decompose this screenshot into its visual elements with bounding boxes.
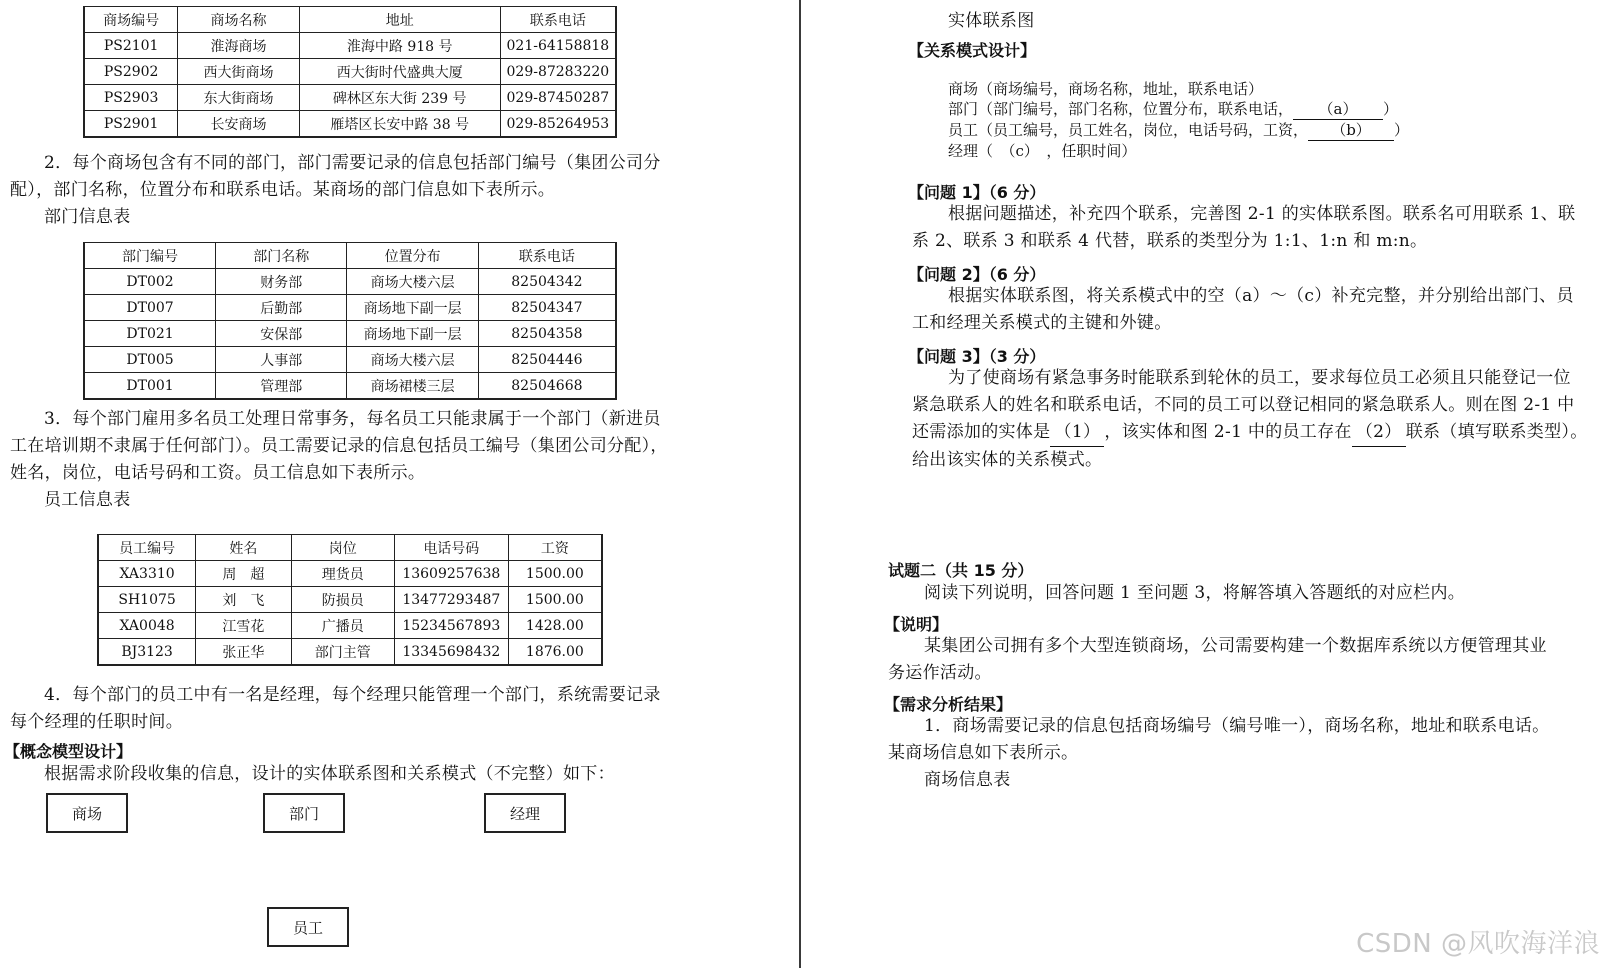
table-row — [98, 587, 602, 613]
table-cell: 东大街商场 — [178, 85, 299, 111]
table-cell: 部门主管 — [291, 639, 394, 666]
column-header: 地址 — [299, 7, 500, 33]
emp-table-title: 员工信息表 — [44, 490, 131, 510]
table-cell: 广播员 — [291, 613, 394, 639]
er-caption: 实体联系图 — [948, 11, 1035, 31]
q3-heading: 【问题 3】（3 分） — [908, 347, 1046, 366]
table-header-row — [84, 7, 616, 33]
table-cell: 82504347 — [478, 295, 616, 321]
blank-1: （1） — [1050, 419, 1104, 447]
table-row — [98, 639, 602, 666]
schema-dept-close: ） — [1383, 100, 1399, 118]
table-cell: 张正华 — [196, 639, 291, 666]
table-cell: XA0048 — [98, 613, 196, 639]
table-cell: 人事部 — [216, 347, 347, 373]
text-line: 每个经理的任职时间。 — [10, 712, 183, 732]
page-divider — [799, 0, 801, 968]
table-cell: 商场大楼六层 — [347, 347, 478, 373]
schema-employee-close: ） — [1394, 121, 1410, 139]
text-line — [912, 419, 1588, 447]
column-header: 姓名 — [196, 535, 291, 561]
table-cell: 13477293487 — [394, 587, 508, 613]
column-header: 联系电话 — [478, 243, 616, 269]
table-cell: 商场大楼六层 — [347, 269, 478, 295]
text-line: 3．每个部门雇用多名员工处理日常事务，每名员工只能隶属于一个部门（新进员 — [44, 409, 661, 429]
table-header-row — [84, 243, 616, 269]
text-line: 2．每个商场包含有不同的部门，部门需要记录的信息包括部门编号（集团公司分 — [44, 153, 661, 173]
table-cell: 周 超 — [196, 561, 291, 587]
table-row — [84, 373, 616, 400]
entity-mall: 商场 — [46, 793, 128, 833]
table-cell: XA3310 — [98, 561, 196, 587]
entity-employee: 员工 — [267, 907, 349, 947]
table-header-row — [98, 535, 602, 561]
table-cell: 防损员 — [291, 587, 394, 613]
table-cell: DT021 — [84, 321, 216, 347]
watermark: CSDN @风吹海洋浪 — [1356, 929, 1600, 959]
dept-table-title: 部门信息表 — [44, 207, 131, 227]
q3-text — [912, 365, 1588, 474]
table-cell: 029-87283220 — [500, 59, 616, 85]
q2-heading: 【问题 2】（6 分） — [908, 265, 1046, 284]
table-cell: PS2902 — [84, 59, 178, 85]
table-cell: 82504342 — [478, 269, 616, 295]
req-text — [888, 713, 1549, 794]
table-cell: BJ3123 — [98, 639, 196, 666]
text-line: 姓名，岗位，电话号码和工资。员工信息如下表所示。 — [10, 463, 426, 483]
table-cell: 13345698432 — [394, 639, 508, 666]
schema-employee-text: 员工（员工编号，员工姓名，岗位，电话号码，工资， — [948, 121, 1309, 139]
table-cell: 029-87450287 — [500, 85, 616, 111]
table-cell: 82504668 — [478, 373, 616, 400]
table-row — [84, 85, 616, 111]
table-cell: 管理部 — [216, 373, 347, 400]
schema-employee — [948, 120, 1409, 141]
concept-heading: 【概念模型设计】 — [4, 742, 133, 761]
blank-a: （a） — [1293, 99, 1383, 120]
schema-manager: 经理（ （c） ，任职时间） — [948, 142, 1137, 160]
q1-text — [912, 201, 1575, 255]
q2-text — [912, 283, 1574, 337]
text-line: 根据实体联系图，将关系模式中的空（a）～（c）补充完整，并分别给出部门、员 — [948, 286, 1574, 306]
table-cell: 长安商场 — [178, 111, 299, 138]
table-cell: 1428.00 — [508, 613, 602, 639]
desc-text — [888, 633, 1547, 687]
table-cell: PS2101 — [84, 33, 178, 59]
table-cell: DT005 — [84, 347, 216, 373]
table-row — [84, 111, 616, 138]
schema-mall: 商场（商场编号，商场名称，地址，联系电话） — [948, 80, 1264, 98]
table-cell: 碑林区东大街 239 号 — [299, 85, 500, 111]
text-line: 4．每个部门的员工中有一名是经理，每个经理只能管理一个部门，系统需要记录 — [44, 685, 661, 705]
table-row — [84, 347, 616, 373]
table-cell: 淮海中路 918 号 — [299, 33, 500, 59]
left-page — [0, 0, 800, 968]
table-cell: 1876.00 — [508, 639, 602, 666]
table-cell: 82504446 — [478, 347, 616, 373]
table-cell: 西大街商场 — [178, 59, 299, 85]
table-cell: 刘 飞 — [196, 587, 291, 613]
column-header: 联系电话 — [500, 7, 616, 33]
table-cell: 商场裙楼三层 — [347, 373, 478, 400]
table-row — [98, 613, 602, 639]
table-cell: 15234567893 — [394, 613, 508, 639]
paragraph-3 — [10, 406, 668, 514]
exam2-intro: 阅读下列说明，回答问题 1 至问题 3，将解答填入答题纸的对应栏内。 — [924, 583, 1466, 603]
table-cell: DT007 — [84, 295, 216, 321]
table-row — [84, 59, 616, 85]
text-line: 根据问题描述，补充四个联系，完善图 2-1 的实体联系图。联系名可用联系 1、联 — [948, 204, 1576, 224]
text-line: 配），部门名称，位置分布和联系电话。某商场的部门信息如下表所示。 — [10, 180, 556, 200]
table-cell: 商场地下副一层 — [347, 295, 478, 321]
mall-info-table — [83, 6, 617, 138]
schema-list — [948, 79, 1409, 161]
desc-heading: 【说明】 — [884, 615, 949, 634]
text-line: 某商场信息如下表所示。 — [888, 743, 1079, 763]
blank-b: （b） — [1308, 120, 1394, 141]
right-page — [802, 0, 1608, 968]
q1-heading: 【问题 1】（6 分） — [908, 183, 1046, 202]
table-row — [84, 295, 616, 321]
table-row — [84, 269, 616, 295]
column-header: 工资 — [508, 535, 602, 561]
text-line: 工和经理关系模式的主键和外键。 — [912, 313, 1172, 333]
blank-2: （2） — [1352, 419, 1406, 447]
table-cell: 理货员 — [291, 561, 394, 587]
table-cell: 1500.00 — [508, 587, 602, 613]
table-cell: SH1075 — [98, 587, 196, 613]
emp-info-table — [97, 534, 603, 666]
column-header: 商场名称 — [178, 7, 299, 33]
text-line: 工在培训期不隶属于任何部门）。员工需要记录的信息包括员工编号（集团公司分配）， — [10, 436, 668, 456]
table-cell: 021-64158818 — [500, 33, 616, 59]
q3-text-b: ，该实体和图 2-1 中的员工存在 — [1104, 422, 1352, 442]
table-cell: PS2903 — [84, 85, 178, 111]
schema-dept-text: 部门（部门编号，部门名称，位置分布，联系电话， — [948, 100, 1294, 118]
table-row — [84, 33, 616, 59]
table-cell: 西大街时代盛典大厦 — [299, 59, 500, 85]
dept-info-table — [83, 242, 617, 400]
column-header: 员工编号 — [98, 535, 196, 561]
text-line: 1．商场需要记录的信息包括商场编号（编号唯一），商场名称，地址和联系电话。 — [924, 716, 1550, 736]
table-cell: 后勤部 — [216, 295, 347, 321]
table-cell: 82504358 — [478, 321, 616, 347]
column-header: 岗位 — [291, 535, 394, 561]
text-line: 系 2、联系 3 和联系 4 代替，联系的类型分为 1:1、1:n 和 m:n。 — [912, 231, 1428, 251]
table-cell: 雁塔区长安中路 38 号 — [299, 111, 500, 138]
text-line: 紧急联系人的姓名和联系电话，不同的员工可以登记相同的紧急联系人。则在图 2-1 中 — [912, 395, 1575, 415]
q3-text-a: 还需添加的实体是 — [912, 422, 1051, 442]
column-header: 部门名称 — [216, 243, 347, 269]
table-cell: 029-85264953 — [500, 111, 616, 138]
req-heading: 【需求分析结果】 — [884, 695, 1013, 714]
paragraph-2 — [10, 150, 661, 231]
exam2-title: 试题二（共 15 分） — [888, 561, 1034, 580]
table-cell: DT001 — [84, 373, 216, 400]
mall-table-title: 商场信息表 — [924, 770, 1011, 790]
entity-dept: 部门 — [263, 793, 345, 833]
table-cell: 1500.00 — [508, 561, 602, 587]
table-cell: 淮海商场 — [178, 33, 299, 59]
column-header: 商场编号 — [84, 7, 178, 33]
table-cell: DT002 — [84, 269, 216, 295]
column-header: 部门编号 — [84, 243, 216, 269]
table-cell: 财务部 — [216, 269, 347, 295]
relation-heading: 【关系模式设计】 — [908, 41, 1037, 60]
table-row — [98, 561, 602, 587]
column-header: 位置分布 — [347, 243, 478, 269]
text-line: 给出该实体的关系模式。 — [912, 450, 1103, 470]
schema-dept — [948, 99, 1409, 120]
table-cell: PS2901 — [84, 111, 178, 138]
text-line: 务运作活动。 — [888, 663, 992, 683]
concept-text: 根据需求阶段收集的信息，设计的实体联系图和关系模式（不完整）如下： — [44, 764, 615, 784]
table-row — [84, 321, 616, 347]
table-cell: 商场地下副一层 — [347, 321, 478, 347]
table-cell: 13609257638 — [394, 561, 508, 587]
entity-manager: 经理 — [484, 793, 566, 833]
paragraph-4 — [10, 682, 661, 736]
text-line: 某集团公司拥有多个大型连锁商场，公司需要构建一个数据库系统以方便管理其业 — [924, 636, 1547, 656]
table-cell: 安保部 — [216, 321, 347, 347]
text-line: 为了使商场有紧急事务时能联系到轮休的员工，要求每位员工必须且只能登记一位 — [948, 368, 1571, 388]
q3-text-c: 联系（填写联系类型）。 — [1405, 422, 1588, 442]
table-cell: 江雪花 — [196, 613, 291, 639]
column-header: 电话号码 — [394, 535, 508, 561]
